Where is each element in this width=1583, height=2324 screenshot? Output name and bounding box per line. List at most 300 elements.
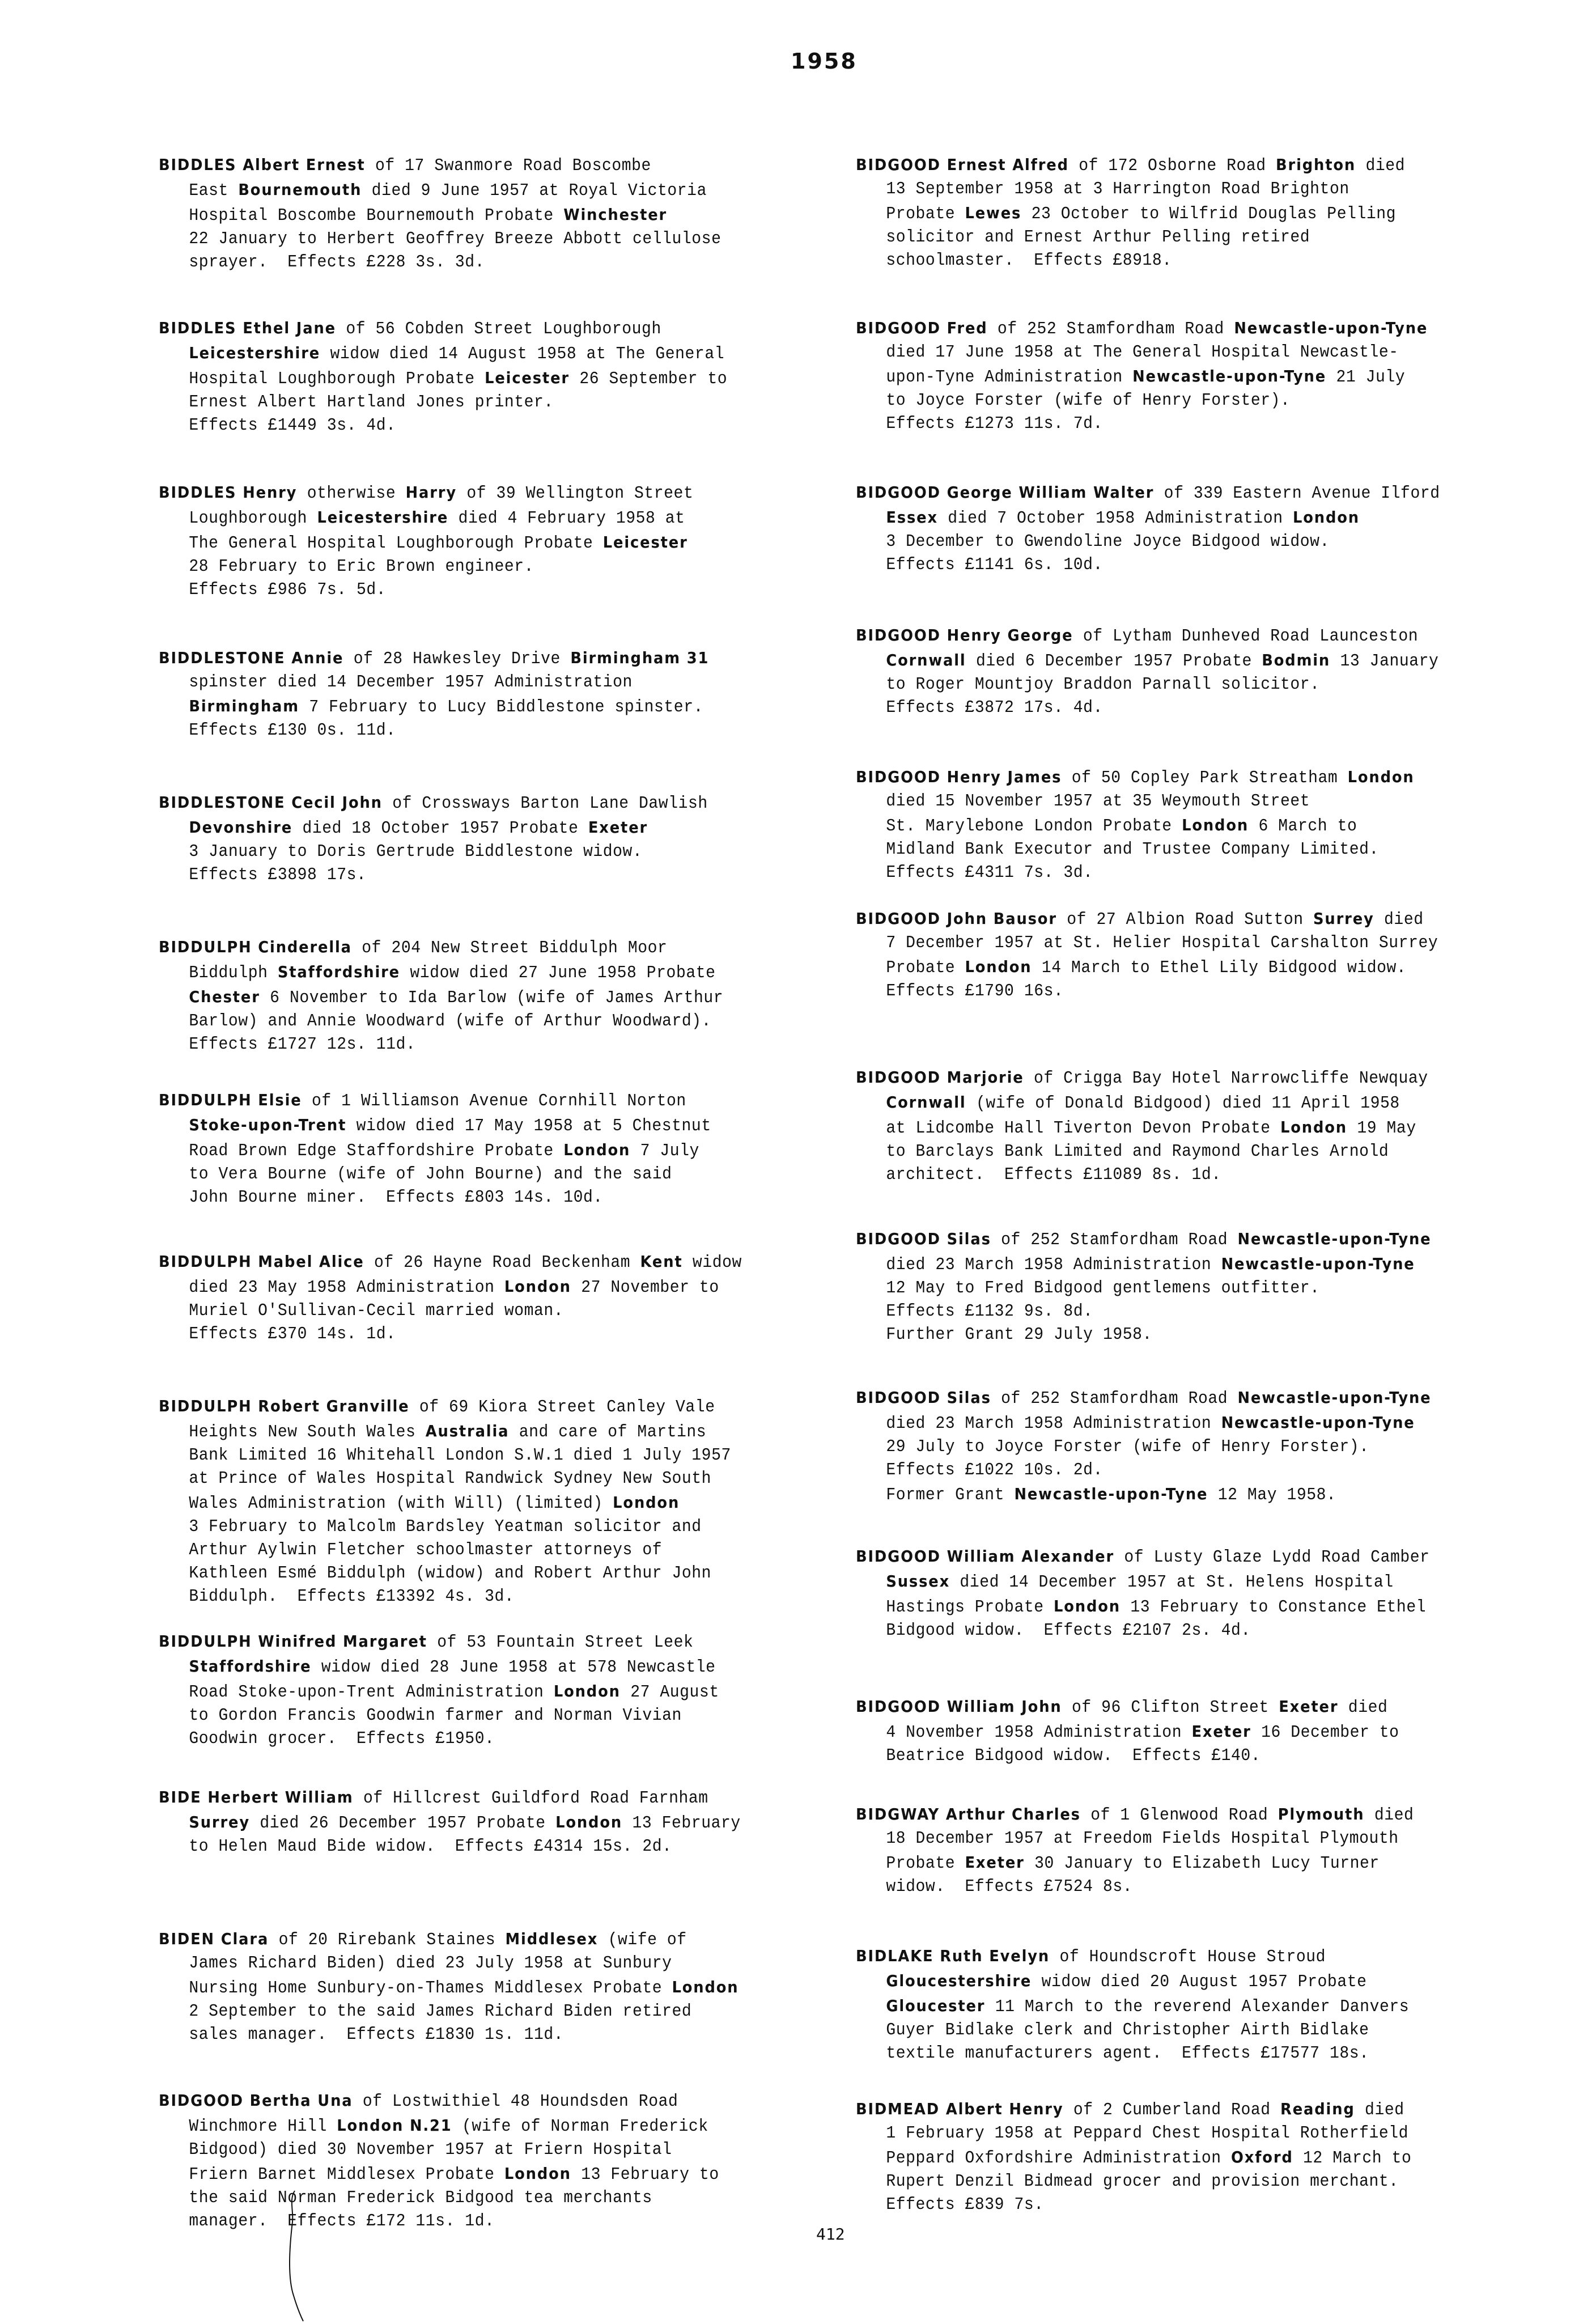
body-text: 28 February to Eric Brown engineer. [189, 557, 534, 576]
body-text: Effects £370 14s. 1d. [189, 1325, 396, 1344]
entry-heading-line [856, 1227, 1523, 1252]
entry-body-line [159, 251, 826, 274]
probate-entry [856, 1803, 1523, 1899]
bold-text: BIDMEAD Albert Henry [856, 2100, 1064, 2118]
bold-text: Surrey [1313, 909, 1374, 928]
body-text: widow died 20 August 1957 Probate [1032, 1973, 1367, 1992]
probate-entry [856, 1386, 1523, 1507]
entry-body-line [159, 2024, 826, 2047]
body-text: of 1 Williamson Avenue Cornhill Norton [302, 1092, 686, 1111]
body-text: of Lostwithiel 48 Houndsden Road [353, 2092, 678, 2111]
entry-body-line [856, 1827, 1523, 1851]
body-text: Probate [886, 205, 965, 224]
body-text: 13 February to Constance Ethel [1120, 1598, 1427, 1617]
probate-entry [856, 1944, 1523, 2066]
body-text: died [1355, 2101, 1404, 2120]
body-text: of 53 Fountain Street Leek [427, 1633, 694, 1652]
entry-body-line [159, 1585, 826, 1609]
body-text: Effects £986 7s. 5d. [189, 580, 387, 600]
bold-text: Exeter [1191, 1722, 1251, 1741]
body-text: 13 January [1330, 652, 1439, 671]
bold-text: BIDDULPH Cinderella [159, 938, 352, 956]
entry-body-line [159, 506, 826, 531]
entry-body-line [856, 932, 1523, 955]
body-text: The General Hospital Loughborough Probate [189, 534, 603, 553]
body-text: to Gordon Francis Goodwin farmer and Norman Vivian [189, 1706, 682, 1725]
body-text: of 39 Wellington Street [456, 484, 694, 503]
entry-body-line [856, 201, 1523, 226]
entry-heading-line [856, 2097, 1523, 2122]
entry-body-line [159, 555, 826, 579]
body-text: died [1356, 156, 1406, 176]
body-text: 3 February to Malcolm Bardsley Yeatman solicitor and [189, 1517, 702, 1537]
probate-entry [856, 153, 1523, 273]
bold-text: Gloucestershire [886, 1971, 1032, 1990]
body-text: Biddulph [189, 964, 278, 983]
body-text: Guyer Bidlake clerk and Christopher Airth Bidlake [886, 2021, 1369, 2040]
body-text: died 15 November 1957 at 35 Weymouth Street [886, 792, 1310, 811]
bold-text: BIDGOOD William Alexander [856, 1547, 1115, 1566]
bold-text: BIDE Herbert William [159, 1788, 354, 1806]
body-text: of 26 Hayne Road Beckenham [364, 1253, 640, 1273]
entry-body-line [159, 1010, 826, 1033]
entry-body-line [159, 1810, 826, 1835]
body-text: Kathleen Esmé Biddulph (widow) and Robert Arthur John [189, 1564, 712, 1583]
bold-text: Gloucester [886, 1996, 986, 2015]
body-text: 23 October to Wilfrid Douglas Pelling [1021, 205, 1397, 224]
bold-text: Plymouth [1278, 1805, 1365, 1823]
body-text: to Joyce Forster (wife of Henry Forster). [886, 391, 1291, 410]
entry-heading-line [856, 1803, 1523, 1827]
entry-body-line [856, 1969, 1523, 1994]
body-text: died 23 May 1958 Administration [189, 1278, 504, 1297]
entry-body-line [856, 1619, 1523, 1643]
bold-text: Australia [425, 1422, 510, 1440]
body-text: Effects £1132 9s. 8d. [886, 1302, 1093, 1321]
bold-text: BIDDLES Albert Ernest [159, 155, 366, 174]
body-text: Loughborough [189, 509, 317, 528]
bold-text: Newcastle-upon-Tyne [1237, 1229, 1432, 1248]
probate-entry [856, 2097, 1523, 2217]
entry-body-line [856, 813, 1523, 838]
entry-body-line [856, 506, 1523, 531]
entry-body-line [856, 2042, 1523, 2066]
body-text: of 172 Osborne Road [1068, 156, 1276, 176]
bold-text: BIDDLESTONE Annie [159, 648, 344, 667]
body-text: of Lytham Dunheved Road Launceston [1073, 627, 1419, 646]
entry-heading-line [856, 624, 1523, 648]
entry-body-line [856, 413, 1523, 436]
body-text: upon-Tyne Administration [886, 368, 1133, 387]
body-text: Effects £1273 11s. 7d. [886, 414, 1103, 434]
probate-entry [159, 1630, 826, 1751]
entry-body-line [159, 341, 826, 366]
entry-heading-line [159, 1088, 826, 1113]
probate-entry [856, 1545, 1523, 1643]
body-text: of 1 Glenwood Road [1080, 1806, 1278, 1825]
entry-heading-line [856, 153, 1523, 178]
bold-text: London [1292, 508, 1360, 527]
body-text: Hastings Probate [886, 1598, 1054, 1617]
entry-body-line [856, 980, 1523, 1003]
entry-heading-line [856, 316, 1523, 341]
entry-body-line [856, 1411, 1523, 1436]
body-text: 12 March to [1293, 2149, 1412, 2168]
entry-body-line [159, 694, 826, 719]
bold-text: BIDGOOD Ernest Alfred [856, 155, 1069, 174]
entry-body-line [856, 1277, 1523, 1300]
bold-text: London [563, 1140, 631, 1159]
body-text: of 27 Albion Road Sutton [1056, 910, 1314, 930]
body-text: Effects £839 7s. [886, 2195, 1044, 2215]
entry-body-line [159, 1468, 826, 1491]
bold-text: BIDGWAY Arthur Charles [856, 1805, 1081, 1823]
entry-body-line [856, 1851, 1523, 1876]
body-text: 11 March to the reverend Alexander Danvers [985, 1998, 1410, 2017]
bold-text: Brighton [1276, 155, 1356, 174]
entry-body-line [159, 579, 826, 602]
body-text: of Houndscroft House Stroud [1050, 1948, 1326, 1967]
entry-body-line [856, 1252, 1523, 1277]
entry-body-line [159, 816, 826, 841]
body-text: James Richard Biden) died 23 July 1958 at Sunbury [189, 1954, 672, 1973]
body-text: Effects £4311 7s. 3d. [886, 863, 1093, 883]
body-text: died 23 March 1958 Administration [886, 1414, 1221, 1434]
probate-entry [856, 1227, 1523, 1347]
body-text: of 96 Clifton Street [1062, 1698, 1279, 1717]
entry-body-line [159, 1138, 826, 1163]
entry-heading-line [159, 646, 826, 671]
bold-text: Leicestershire [189, 343, 321, 362]
body-text: Winchmore Hill [189, 2117, 337, 2136]
entry-heading-line [856, 1545, 1523, 1570]
body-text: Effects £1449 3s. 4d. [189, 416, 396, 435]
body-text: East [189, 181, 239, 201]
entry-body-line [856, 1594, 1523, 1619]
entry-body-line [856, 862, 1523, 885]
body-text: Further Grant 29 July 1958. [886, 1325, 1152, 1345]
bold-text: Bournemouth [238, 180, 362, 199]
body-text: of 252 Stamfordham Road [987, 320, 1234, 339]
entry-heading-line [856, 1066, 1523, 1091]
bold-text: Chester [189, 987, 260, 1006]
entry-body-line [856, 790, 1523, 813]
body-text: at Prince of Wales Hospital Randwick Sydney New South [189, 1469, 712, 1488]
bold-text: BIDDULPH Mabel Alice [159, 1252, 364, 1271]
body-text: Beatrice Bidgood widow. Effects £140. [886, 1746, 1261, 1766]
bold-text: Staffordshire [277, 962, 401, 981]
bold-text: Newcastle-upon-Tyne [1014, 1485, 1208, 1503]
body-text: died [1364, 1806, 1414, 1825]
body-text: Hospital Loughborough Probate [189, 370, 485, 389]
entry-body-line [159, 2000, 826, 2024]
body-text: (wife of Donald Bidgood) died 11 April 1958 [966, 1094, 1400, 1113]
body-text: solicitor and Ernest Arthur Pelling retired [886, 228, 1310, 247]
body-text: 13 February [622, 1814, 741, 1833]
entry-body-line [856, 838, 1523, 862]
body-text: Effects £1727 12s. 11d. [189, 1035, 416, 1054]
entry-body-line [159, 391, 826, 414]
entry-body-line [159, 1562, 826, 1585]
bold-text: Middlesex [505, 1929, 599, 1948]
body-text: and care of Martins [509, 1423, 707, 1442]
entry-body-line [856, 648, 1523, 673]
body-text: Arthur Aylwin Fletcher schoolmaster attorneys of [189, 1541, 663, 1560]
bold-text: BIDDULPH Elsie [159, 1091, 302, 1109]
bold-text: Newcastle-upon-Tyne [1234, 319, 1428, 337]
body-text: 18 December 1957 at Freedom Fields Hospital Plymouth [886, 1829, 1399, 1848]
body-text: of 17 Swanmore Road Boscombe [365, 156, 651, 176]
body-text: 13 September 1958 at 3 Harrington Road Brighton [886, 180, 1349, 199]
probate-entry [856, 316, 1523, 436]
bold-text: BIDDULPH Robert Granville [159, 1397, 410, 1415]
bold-text: Birmingham 31 [570, 648, 710, 667]
body-text: Bank Limited 16 Whitehall London S.W.1 died 1 July 1957 [189, 1446, 731, 1465]
body-text: died 18 October 1957 Probate [292, 819, 588, 838]
body-text: textile manufacturers agent. Effects £17577 18s. [886, 2044, 1369, 2063]
bold-text: Cornwall [886, 1093, 966, 1112]
bold-text: Newcastle-upon-Tyne [1132, 367, 1327, 385]
probate-entry [159, 2089, 826, 2233]
probate-entry [159, 1250, 826, 1346]
body-text: 6 November to Ida Barlow (wife of James Arthur [260, 989, 724, 1008]
body-text: Peppard Oxfordshire Administration [886, 2149, 1232, 2168]
body-text: widow died 28 June 1958 at 578 Newcastle [311, 1658, 716, 1677]
entry-body-line [856, 1436, 1523, 1459]
entry-body-line [159, 1491, 826, 1516]
body-text: of 339 Eastern Avenue Ilford [1154, 484, 1440, 503]
entry-body-line [159, 1113, 826, 1138]
entry-body-line [856, 673, 1523, 697]
body-text: 7 February to Lucy Biddlestone spinster. [299, 698, 703, 717]
entry-body-line [856, 2122, 1523, 2145]
entry-body-line [856, 1994, 1523, 2019]
body-text: Former Grant [886, 1486, 1015, 1505]
entry-body-line [159, 1444, 826, 1468]
entry-body-line [159, 1419, 826, 1444]
body-text: of 2 Cumberland Road [1063, 2101, 1281, 2120]
entry-body-line [159, 1323, 826, 1346]
body-text: Bidgood widow. Effects £2107 2s. 4d. [886, 1621, 1251, 1640]
entry-heading-line [159, 1786, 826, 1810]
bold-text: BIDGOOD Fred [856, 319, 988, 337]
body-text: 22 January to Herbert Geoffrey Breeze Abbott cellulose [189, 230, 722, 249]
entry-body-line [159, 1163, 826, 1186]
body-text: Hospital Boscombe Bournemouth Probate [189, 206, 564, 226]
body-text: 7 July [630, 1142, 699, 1161]
probate-entry [856, 765, 1523, 885]
entry-body-line [159, 1655, 826, 1680]
probate-entry [856, 907, 1523, 1003]
bold-text: BIDGOOD Henry George [856, 626, 1073, 644]
bold-text: Staffordshire [189, 1657, 312, 1676]
entry-body-line [159, 985, 826, 1010]
entry-heading-line [856, 1944, 1523, 1969]
body-text: 29 July to Joyce Forster (wife of Henry Forster). [886, 1437, 1369, 1457]
bold-text: Kent [640, 1252, 683, 1271]
entry-body-line [856, 1745, 1523, 1768]
body-text: (wife of Norman Frederick [452, 2117, 708, 2136]
body-text: died [1374, 910, 1424, 930]
entry-body-line [856, 1720, 1523, 1745]
body-text: died 9 June 1957 at Royal Victoria [362, 181, 707, 201]
bold-text: Devonshire [189, 818, 293, 837]
body-text: 26 September to [569, 370, 728, 389]
entry-body-line [159, 1728, 826, 1751]
body-text: died 4 February 1958 at [448, 509, 685, 528]
body-text: widow died 27 June 1958 Probate [400, 964, 716, 983]
entry-body-line [159, 1033, 826, 1057]
body-text: to Helen Maud Bide widow. Effects £4314 15s. 2d. [189, 1837, 672, 1856]
bold-text: BIDDLESTONE Cecil John [159, 793, 383, 812]
body-text: Probate [886, 1854, 965, 1873]
bold-text: Stoke-upon-Trent [189, 1116, 347, 1134]
bold-text: London [555, 1813, 623, 1831]
entry-body-line [856, 1091, 1523, 1116]
body-text: 21 July [1326, 368, 1406, 387]
probate-entry [159, 1394, 826, 1609]
entry-body-line [856, 531, 1523, 554]
bold-text: London [504, 1277, 571, 1296]
entry-body-line [856, 1570, 1523, 1594]
body-text: Effects £3898 17s. [189, 866, 367, 885]
body-text: 19 May [1347, 1119, 1416, 1138]
body-text: 3 January to Doris Gertrude Biddlestone widow. [189, 842, 643, 862]
body-text: of 28 Hawkesley Drive [343, 650, 571, 669]
entry-body-line [856, 554, 1523, 577]
body-text: Effects £130 0s. 11d. [189, 721, 396, 740]
bold-text: Sussex [886, 1572, 950, 1591]
entry-body-line [856, 1164, 1523, 1187]
entry-body-line [159, 1539, 826, 1562]
entry-body-line [159, 1300, 826, 1323]
page-header-year: 1958 [791, 49, 858, 74]
body-text: Barlow) and Annie Woodward (wife of Arthur Woodward). [189, 1012, 712, 1031]
body-text: Midland Bank Executor and Trustee Company Limited. [886, 840, 1379, 859]
entry-body-line [856, 249, 1523, 273]
bold-text: BIDGOOD Marjorie [856, 1068, 1024, 1087]
entry-heading-line [856, 1386, 1523, 1411]
body-text: of 252 Stamfordham Road [991, 1231, 1238, 1250]
probate-entry [159, 646, 826, 743]
entry-heading-line [159, 1630, 826, 1655]
entry-heading-line [159, 2089, 826, 2114]
bold-text: Birmingham [189, 697, 299, 715]
entry-heading-line [159, 791, 826, 816]
body-text: 7 December 1957 at St. Helier Hospital Carshalton Surrey [886, 934, 1438, 953]
body-text: Effects £3872 17s. 4d. [886, 698, 1103, 718]
bold-text: Oxford [1231, 2148, 1293, 2166]
body-text: Rupert Denzil Bidmead grocer and provision merchant. [886, 2172, 1399, 2191]
entry-body-line [159, 2139, 826, 2162]
probate-entry [159, 791, 826, 887]
entry-body-line [159, 2162, 826, 2187]
body-text: Nursing Home Sunbury-on-Thames Middlesex Probate [189, 1979, 672, 1998]
entry-heading-line [159, 1250, 826, 1275]
entry-body-line [856, 955, 1523, 980]
entry-body-line [159, 1835, 826, 1859]
probate-entry [159, 1927, 826, 2047]
body-text: 4 November 1958 Administration [886, 1723, 1192, 1742]
body-text: widow. Effects £7524 8s. [886, 1877, 1133, 1897]
body-text: widow died 14 August 1958 at The General [320, 345, 725, 364]
body-text: schoolmaster. Effects £8918. [886, 251, 1172, 270]
bold-text: Essex [886, 508, 938, 527]
entry-body-line [159, 960, 826, 985]
bold-text: Harry [405, 483, 457, 502]
entry-heading-line [856, 481, 1523, 506]
body-text: to Barclays Bank Limited and Raymond Charles Arnold [886, 1142, 1389, 1161]
body-text: of 20 Rirebank Staines [269, 1931, 506, 1950]
bold-text: BIDDULPH Winifred Margaret [159, 1632, 427, 1651]
body-text: Road Stoke-upon-Trent Administration [189, 1683, 554, 1702]
entry-heading-line [856, 765, 1523, 790]
entry-body-line [159, 841, 826, 864]
entry-body-line [159, 366, 826, 391]
entry-body-line [159, 2114, 826, 2139]
entry-body-line [159, 414, 826, 438]
body-text: the said Norman Frederick Bidgood tea merchants [189, 2189, 652, 2208]
body-text: Goodwin grocer. Effects £1950. [189, 1729, 495, 1749]
entry-body-line [159, 178, 826, 203]
body-text: 6 March to [1249, 817, 1357, 836]
entry-heading-line [159, 153, 826, 178]
probate-entry [856, 1695, 1523, 1768]
entry-body-line [159, 2187, 826, 2210]
body-text: John Bourne miner. Effects £803 14s. 10d. [189, 1188, 603, 1207]
entry-heading-line [159, 481, 826, 506]
page-number: 412 [816, 2225, 845, 2244]
entry-body-line [856, 2170, 1523, 2194]
body-text: died 14 December 1957 at St. Helens Hospital [950, 1573, 1394, 1592]
entry-body-line [159, 1975, 826, 2000]
entry-body-line [159, 1680, 826, 1704]
body-text: died 26 December 1957 Probate [249, 1814, 556, 1833]
body-text: 27 August [620, 1683, 719, 1702]
bold-text: Exeter [965, 1853, 1025, 1872]
body-text: of Lusty Glaze Lydd Road Camber [1114, 1548, 1430, 1567]
entry-body-line [159, 1275, 826, 1300]
bold-text: Bodmin [1262, 651, 1331, 669]
entry-heading-line [856, 1695, 1523, 1720]
bold-text: Newcastle-upon-Tyne [1221, 1254, 1415, 1273]
bold-text: Cornwall [886, 651, 966, 669]
body-text: 14 March to Ethel Lily Bidgood widow. [1032, 959, 1407, 978]
body-text: otherwise [297, 484, 406, 503]
bold-text: London [672, 1978, 739, 1996]
bold-text: Leicester [485, 368, 570, 387]
probate-entry [159, 1786, 826, 1859]
bold-text: BIDGOOD William John [856, 1697, 1062, 1716]
bold-text: London [1182, 816, 1249, 834]
entry-body-line [856, 1482, 1523, 1507]
entry-body-line [856, 1324, 1523, 1347]
body-text: Ernest Albert Hartland Jones printer. [189, 393, 554, 412]
body-text: sprayer. Effects £228 3s. 3d. [189, 253, 485, 272]
body-text: Road Brown Edge Staffordshire Probate [189, 1142, 564, 1161]
entry-body-line [856, 2019, 1523, 2042]
body-text: Wales Administration (with Will) (limited) [189, 1494, 613, 1513]
bold-text: London [965, 957, 1032, 976]
entry-body-line [856, 389, 1523, 413]
bold-text: London [1054, 1597, 1121, 1615]
entry-heading-line [856, 907, 1523, 932]
body-text: of Crossways Barton Lane Dawlish [382, 794, 708, 813]
body-text: Friern Barnet Middlesex Probate [189, 2165, 504, 2185]
body-text: manager. Effects £172 11s. 1d. [189, 2212, 495, 2231]
body-text: 2 September to the said James Richard Biden retired [189, 2002, 692, 2021]
body-text: died 7 October 1958 Administration [937, 509, 1293, 528]
